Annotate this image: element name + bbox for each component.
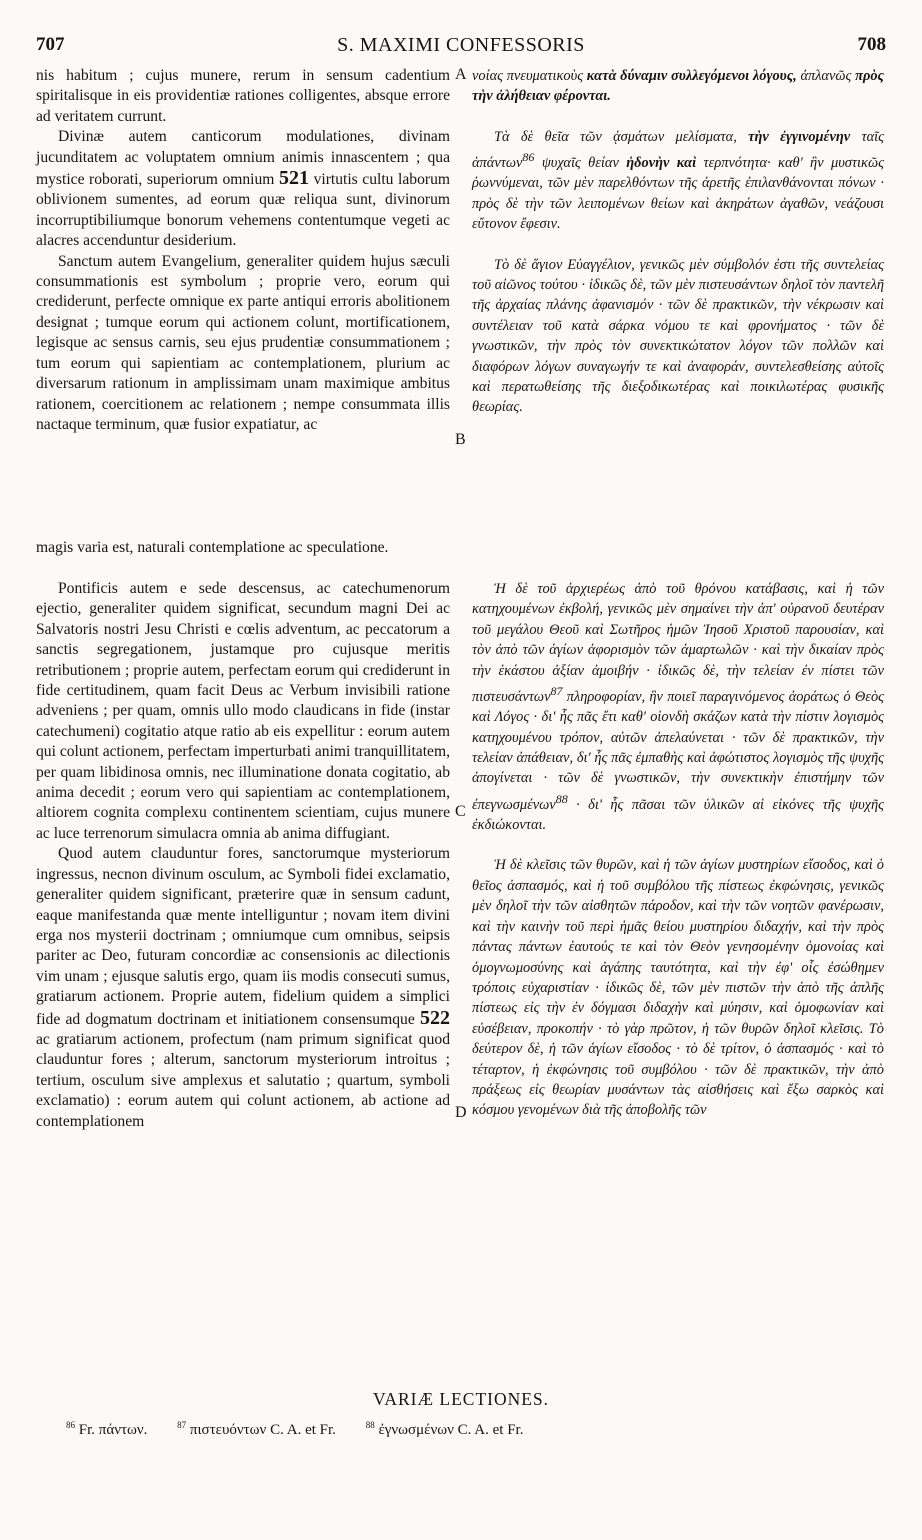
margin-marker-b: B: [455, 431, 466, 448]
latin-column-lower: [36, 579, 450, 1132]
footnote-ref: 87: [550, 684, 563, 699]
variae-lectiones-title: VARIÆ LECTIONES.: [372, 1389, 550, 1409]
paragraph-gap: [472, 107, 884, 127]
greek-text: ἀπλανῶς: [800, 68, 852, 84]
greek-text: Ἡ δὲ τοῦ ἀρχιερέως ἀπὸ τοῦ θρόνου κατάβασις, καὶ ἡ τῶν κατηχουμένων ἐκβολή, γενικῶς μὲν σημαίνει τὴν ἀπ' οὐρανοῦ δευτέραν τοῦ μεγάλου Θεοῦ καὶ Σωτῆρος ἡμῶν Ἰησοῦ Χριστοῦ παρουσίαν, καὶ τὸν ἀπὸ τῶν ἁγίων ἀφορισμὸν τῶν ἁμαρτωλῶν · καὶ τὴν δικαίαν πρὸς τὴν ἑκάστου ἀξίαν ἀμοιβήν · ἰδικῶς δὲ, τὴν τελείαν ἐν πίστει τῶν πιστευσάντων: [472, 581, 884, 705]
footnote-ref: 86: [522, 150, 535, 165]
latin-paragraph: [36, 127, 450, 251]
variae-lectiones-notes: [66, 1420, 886, 1439]
footnote-ref: 88: [555, 791, 568, 806]
latin-paragraph: Sanctum autem Evangelium, generaliter quidem hujus sæculi consummationis est symbolum ; proprie vero, eorum qui crediderunt, perfecte omnique ex parte antiqui erroris abolitionem designat ; tumque eorum qui actionem colunt, mortificationem, legisque ac sensus carnis, seu ejus prudentiæ consummationem ; tum eorum qui sapientiam ac contemplationem, plurium ac diversarum rationum in amplissimam unam maximique ambitus rationem, coercitionem ac relationem ; nempe consummata illis nactaque terminum, quæ fusior expatiatur, ac: [36, 252, 450, 433]
latin-text: virtutis cultu laborum oblivionem sumentes, ad eorum quæ reliqua sunt, divinorum incorruptibiliumque bonorum vehemens contentumque vegeti ac alacres accenduntur desiderium.: [36, 171, 450, 250]
greek-text: ἡδονὴν καὶ: [626, 155, 697, 172]
greek-column-lower: [472, 579, 884, 1121]
greek-paragraph: Τὸ δὲ ἅγιον Εὐαγγέλιον, γενικῶς μὲν σύμβολόν ἐστι τῆς συντελείας τοῦ αἰῶνος τούτου · ἰδικῶς δὲ, τῶν μὲν πιστευσάντων δηλοῖ τὸν παντελῆ τῆς ἀρχαίας πλάνης ἀφανισμόν · τῶν δὲ πρακτικῶν, τὴν νέκρωσιν καὶ συντέλειαν τοῦ κατὰ σάρκα νόμου τε καὶ φρονήματος · τῶν δὲ γνωστικῶν, τὴν πρὸς τὸν συνεκτικώτατον λόγον τῶν πολλῶν καὶ διαφόρων λόγων συναγωγήν τε καὶ ἀναφοράν, συντελεσθείσης αὐτοῖς καὶ περατωθείσης τῆς διεξοδικωτέρας καὶ ποικιλωτέρας φυσικῆς θεωρίας.: [472, 256, 884, 416]
running-head: S. MAXIMI CONFESSORIS: [337, 34, 585, 56]
margin-marker-a: A: [455, 66, 467, 83]
page-number-left: 707: [36, 34, 65, 55]
page-number-right: 708: [857, 34, 886, 55]
variant-note: [177, 1422, 336, 1438]
greek-text: κατὰ δύναμιν συλλεγόμενοι λόγους,: [586, 68, 797, 84]
note-text: ἐγνωσμένων C. A. et Fr.: [378, 1422, 524, 1438]
greek-paragraph: Ἡ δὲ κλεῖσις τῶν θυρῶν, καὶ ἡ τῶν ἁγίων μυστηρίων εἴσοδος, καὶ ὁ θεῖος ἀσπασμός, καὶ ἡ τοῦ συμβόλου τῆς πίστεως ἐκφώνησις, γενικῶς μὲν δηλοῖ τὴν τῶν αἰσθητῶν πάροδον, καὶ τὴν τῶν νοητῶν φανέρωσιν, καὶ τὴν καινὴν τοῦ περὶ ἡμᾶς θείου μυστηρίου διδαχήν, καὶ τὴν πρὸς πάντας πάντων ἑαυτούς τε καὶ τὸν Θεὸν γενησομένην ὁμονοίας καὶ ὁμογνωμοσύνης καὶ ἀγάπης ταυτότητα, καὶ τὴν ἐφ' οἷς ἐσώθημεν τρόποις εὐχαριστίαν · ἰδικῶς δὲ, τῶν μὲν πιστῶν τὴν ἀπὸ τῆς ἁπλῆς πίστεως εἰς τὴν ἐν δόγμασι διδαχὴν καὶ μύησιν, καὶ ὁμοφωνίαν καὶ εὐσέβειαν, προκοπήν · τὸ γὰρ πρῶτον, ἡ τῶν θυρῶν δηλοῖ κλεῖσις. Τὸ δεύτερον δὲ, ἡ τῶν ἁγίων εἴσοδος · τὸ δὲ τρίτον, ὁ ἀσπασμός · καὶ τὸ τέταρτον, ἡ ἐκφώνησις τοῦ συμβόλου · τῶν δὲ πρακτικῶν, τὴν ἀπὸ πράξεως εἰς θεωρίαν μυσάντων τὰς αἰσθήσεις καὶ ἔξω σαρκὸς καὶ κόσμου γενομένων διὰ τῆς ἀποβολῆς τῶν: [472, 857, 884, 1119]
latin-text: Quod autem clauduntur fores, sanctorumque mysteriorum ingressus, necnon divinum osculum, ac Symboli fidei exclamatio, generaliter quidem significant, præterire quæ in sensum cadunt, eaque manifestanda quæ mente intelliguntur ; novam item divini erga nos mysterii doctrinam ; omniumque cum omnibus, seipsis pariter ac Deo, futuram concordiæ ac consensionis ac dilectionis vim unam ; ejusque salutis ergo, quam iis modis consecuti sumus, gratiarum actionem. Proprie autem, fidelium quidem a simplici fide ad dogmatum doctrinam et initiationem consensumque: [36, 845, 450, 1028]
latin-column: [36, 66, 450, 435]
greek-paragraph: [472, 127, 884, 235]
greek-text: ψυχαῖς θείαν: [541, 155, 619, 172]
variant-note: [366, 1422, 524, 1438]
greek-text: τὴν ἐγγινομένην: [748, 128, 851, 145]
latin-fullwidth-line: magis varia est, naturali contemplatione ac speculatione.: [36, 539, 389, 556]
paragraph-gap: [472, 235, 884, 255]
greek-text: τερπνότητα· καθ' ἣν μυστικῶς ῥωννύμεναι, τῶν μὲν παρελθόντων τῆς ἀρετῆς ἐπιλανθάνονται πόνων · πρὸς δὲ τὴν τῶν λειπομένων θείων καὶ ἀκηράτων ἀγαθῶν, νεάζουσι εὔτονον ἔφεσιν.: [472, 155, 884, 233]
latin-text: Divinæ autem canticorum modulationes, divinam jucunditatem ac voluptatem omnium animis innascentem ; qua mystice roborati, superiorum omnium: [36, 128, 450, 189]
column-number: 522: [420, 1006, 450, 1029]
note-number: 86: [66, 1420, 75, 1430]
page-header: [36, 34, 886, 60]
latin-paragraph: nis habitum ; cujus munere, rerum in sensum cadentium spiritalisque in eis providentiæ rationes colligentes, absque errore ad veritatem currunt.: [36, 67, 450, 125]
latin-paragraph: Pontificis autem e sede descensus, ac catechumenorum ejectio, generaliter quidem significat, secundum magni Dei ac Salvatoris nostri Jesu Christi e cœlis adventum, ac peccatorum a sanctis segregationem, justamque pro cujusque meritis retributionem ; proprie autem, perfectam eorum qui crediderunt in fide certitudinem, quam facit Deus ac Verbum invisibili ratione adveniens ; per quam, omnis ullo modo claudicans in fide (instar catechumeni) cogitatio atque ratio ab eis expellitur : eorum autem qui colunt actionem, perfectam imperturbati animi tranquillitatem, per quam libidinosa omnis, nec illuminatione donata cogitatio, ab anima decedit ; eorum vero qui sapientiam ac contemplationem, altiorem cognita complexu continentem scientiam, cujus munere ac luce terrenorum simulacra omnia ab anima diffugiant.: [36, 580, 450, 842]
greek-text: · δι' ἧς πᾶσαι τῶν ὑλικῶν αἱ εἰκόνες τῆς ψυχῆς ἐκδιώκονται.: [472, 796, 884, 834]
greek-text: πρὸς τὴν ἀλήθειαν φέρονται.: [472, 68, 884, 105]
latin-text: ac gratiarum actionem, profectum (nam primum significat quod clauduntur fores ; alterum, sanctorum mysteriorum introitus ; tertium, osculum sive amplexus et salutatio ; quartum, symboli exclamatio) : eorum autem qui colunt actionem, ab actione ad contemplationem: [36, 1030, 450, 1130]
greek-text: ταῖς ἁπάντων: [472, 128, 884, 172]
note-number: 87: [177, 1420, 187, 1430]
note-text: Fr. πάντων.: [78, 1422, 148, 1438]
greek-paragraph: [472, 579, 884, 835]
latin-paragraph: [36, 844, 450, 1132]
greek-paragraph: [472, 66, 884, 107]
greek-text: Τὰ δὲ θεῖα τῶν ᾀσμάτων μελίσματα,: [494, 128, 737, 145]
paragraph-gap: [472, 835, 884, 855]
margin-marker-c: C: [455, 803, 466, 820]
note-text: πιστευόντων C. A. et Fr.: [189, 1422, 336, 1438]
column-number: 521: [279, 167, 309, 190]
variant-note: [66, 1422, 147, 1438]
note-number: 88: [365, 1420, 375, 1430]
greek-text: νοίας πνευματικοὺς: [472, 68, 584, 84]
greek-text: πληροφορίαν, ἣν ποιεῖ παραγινόμενος ἀοράτως ὁ Θεὸς καὶ Λόγος · δι' ἧς πᾶς ἔτι καθ' οἱονδὴ σκάζων κατὰ τὴν πίστιν λογισμὸς κατηχουμένου τρόπον, αὐτῶν ἀπελαύνεται · τῶν δὲ πρακτικῶν, τὴν τελείαν ἀπάθειαν, δι' ἧς πᾶς ἐμπαθὴς καὶ ἀφώτιστος λογισμὸς τῆς ψυχῆς ἀπογίνεται · τῶν δὲ γνωστικῶν, τὴν συνεκτικὴν ἐπιστήμην τῶν ἐπεγνωσμένων: [472, 688, 884, 813]
margin-marker-d: D: [455, 1104, 467, 1121]
greek-column: [472, 66, 884, 418]
